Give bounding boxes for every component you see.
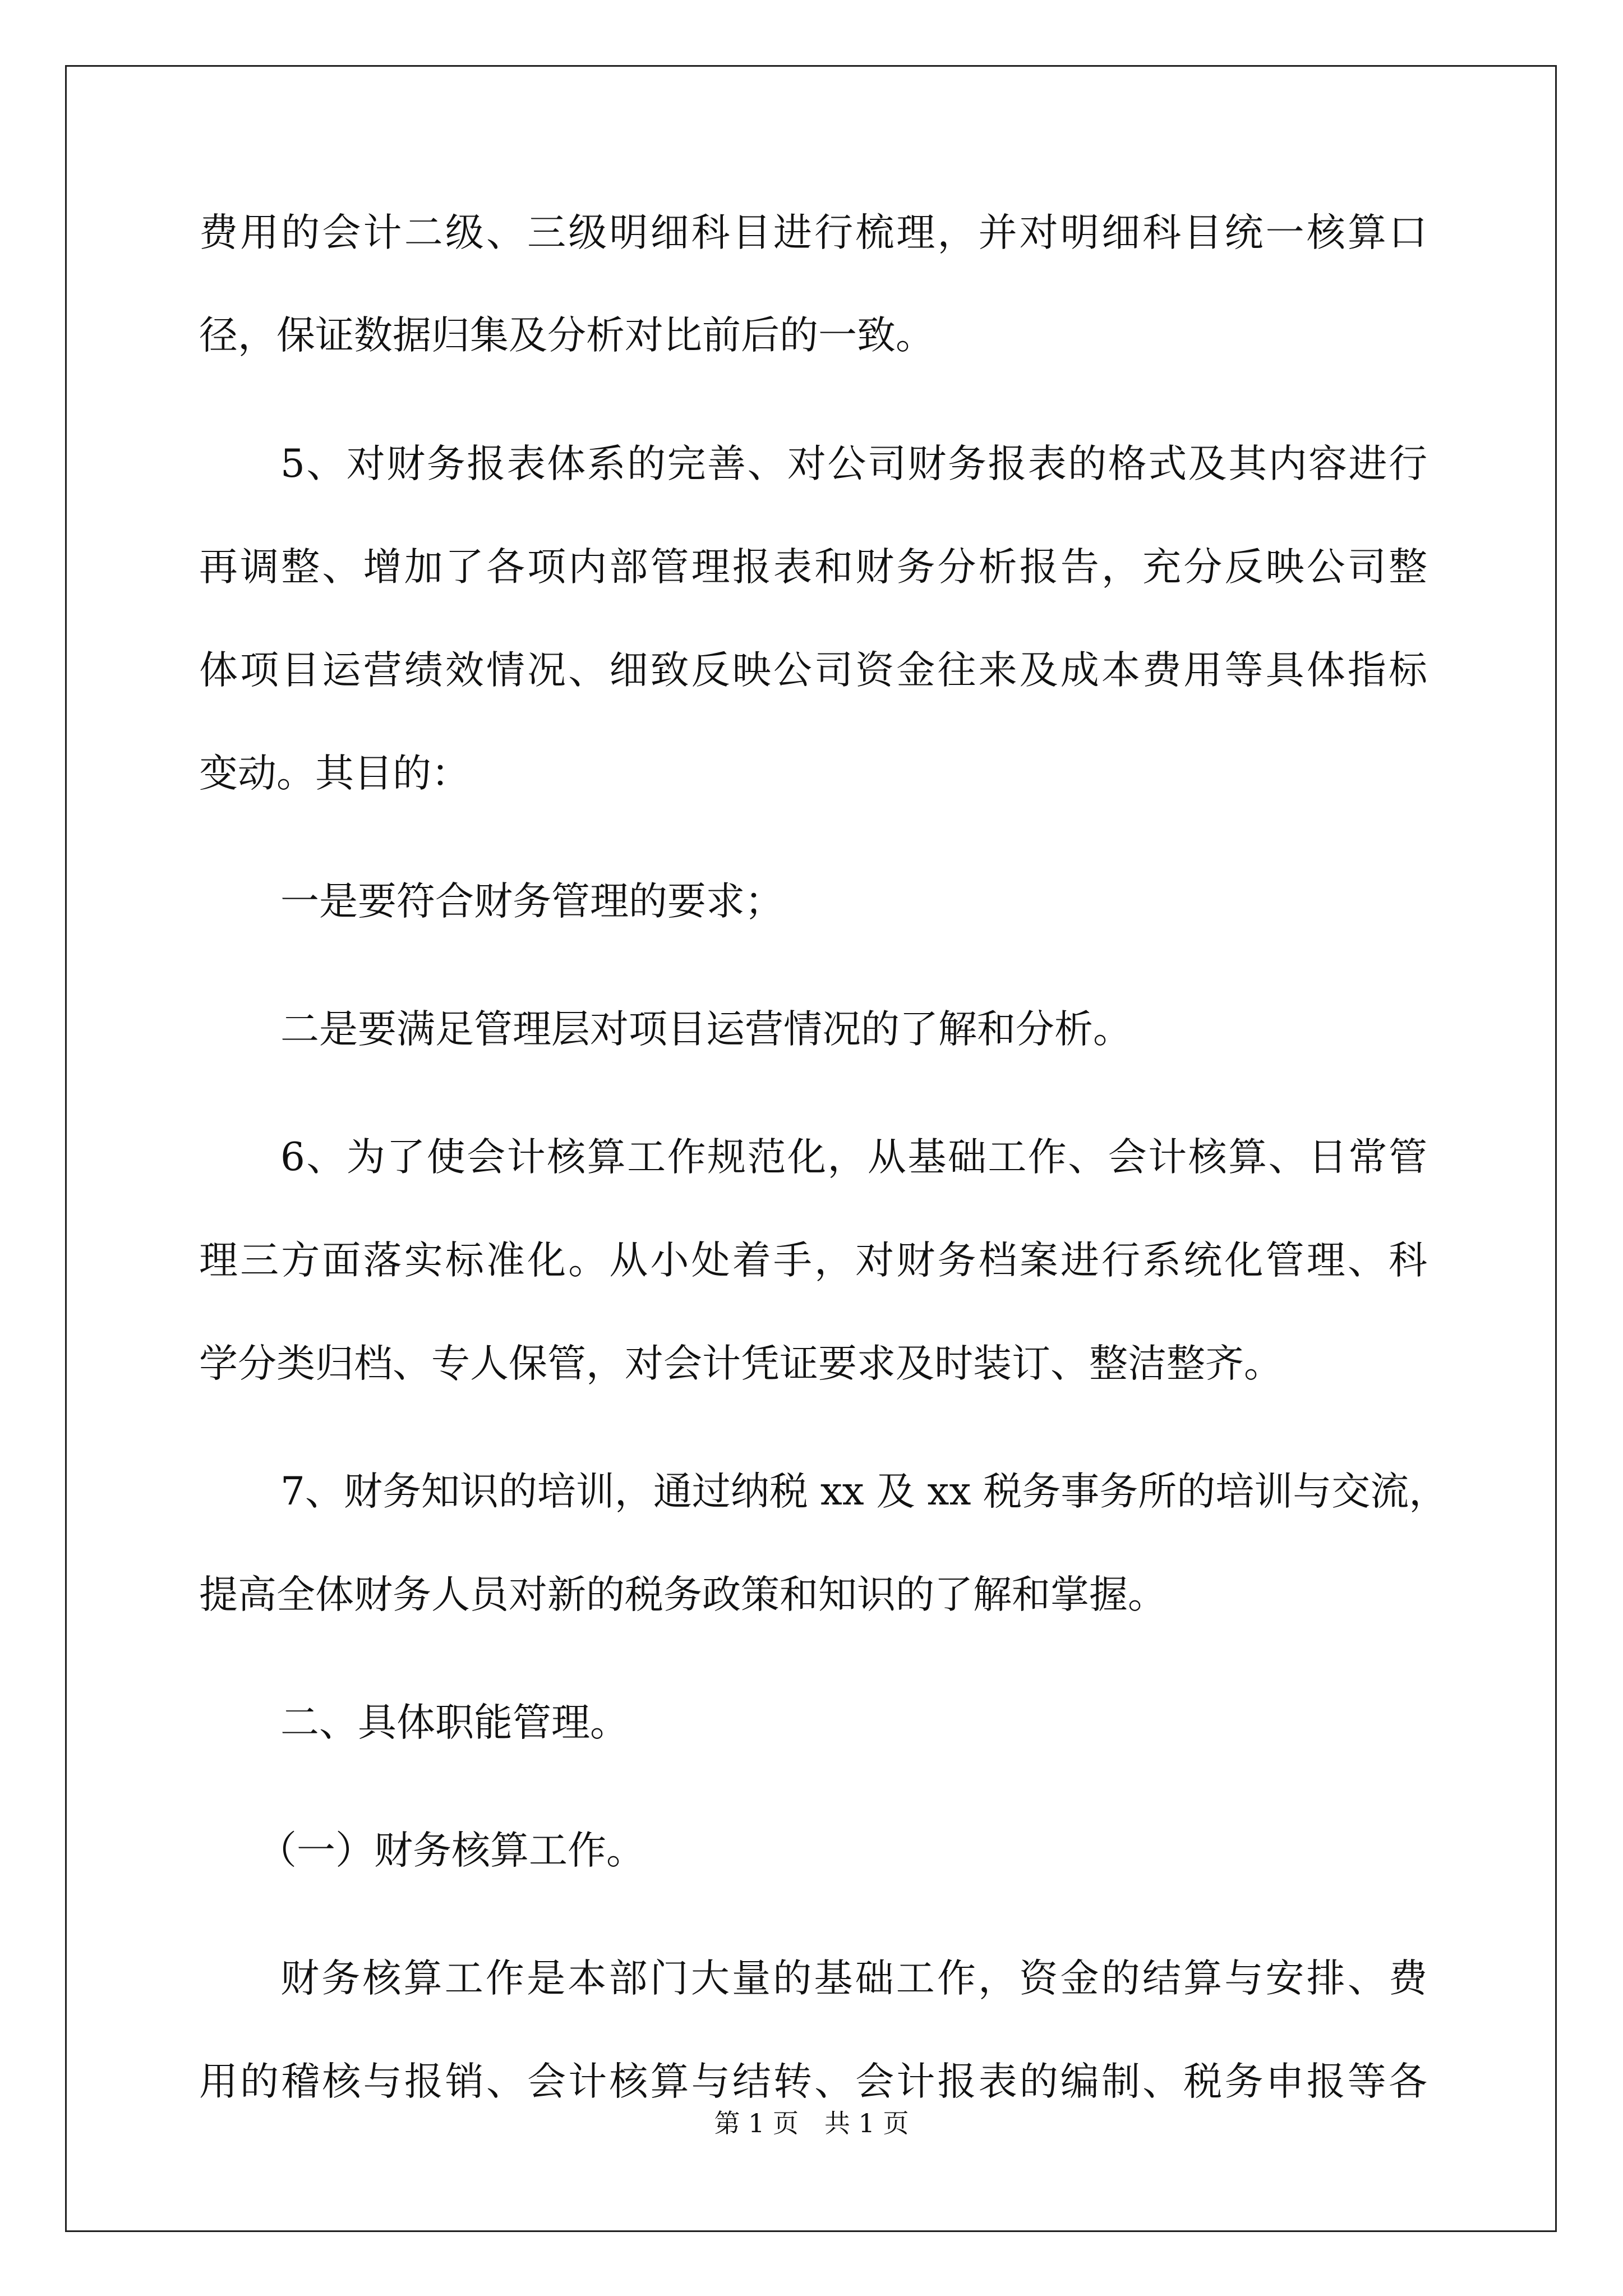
text-line: 再调整、增加了各项内部管理报表和财务分析报告，充分反映公司整 [199, 545, 1427, 590]
page-number-footer: 第 1 页 共 1 页 [714, 2108, 909, 2138]
text-line: 财务核算工作是本部门大量的基础工作，资金的结算与安排、费 [280, 1956, 1427, 2001]
text-line: 理三方面落实标准化。从小处着手，对财务档案进行系统化管理、科 [199, 1238, 1427, 1283]
text-line: 用的稽核与报销、会计核算与结转、会计报表的编制、税务申报等各 [199, 2059, 1427, 2104]
subsection-heading: （一）财务核算工作。 [258, 1828, 645, 1873]
text-line: 径，保证数据归集及分析对比前后的一致。 [199, 313, 934, 358]
text-line: 7、财务知识的培训，通过纳税 xx 及 xx 税务事务所的培训与交流， [280, 1469, 1448, 1514]
text-line: 费用的会计二级、三级明细科目进行梳理，并对明细科目统一核算口 [199, 210, 1427, 255]
text-line: 学分类归档、专人保管，对会计凭证要求及时装订、整洁整齐。 [199, 1341, 1283, 1386]
text-line: 5、对财务报表体系的完善、对公司财务报表的格式及其内容进行 [280, 441, 1427, 486]
section-heading: 二、具体职能管理。 [280, 1700, 629, 1745]
text-line: 一是要符合财务管理的要求； [280, 879, 783, 924]
text-line: 二是要满足管理层对项目运营情况的了解和分析。 [280, 1007, 1132, 1052]
text-line: 变动。其目的： [199, 751, 470, 796]
text-line: 6、为了使会计核算工作规范化，从基础工作、会计核算、日常管 [280, 1135, 1427, 1180]
text-line: 提高全体财务人员对新的税务政策和知识的了解和掌握。 [199, 1572, 1166, 1617]
text-line: 体项目运营绩效情况、细致反映公司资金往来及成本费用等具体指标 [199, 648, 1427, 693]
